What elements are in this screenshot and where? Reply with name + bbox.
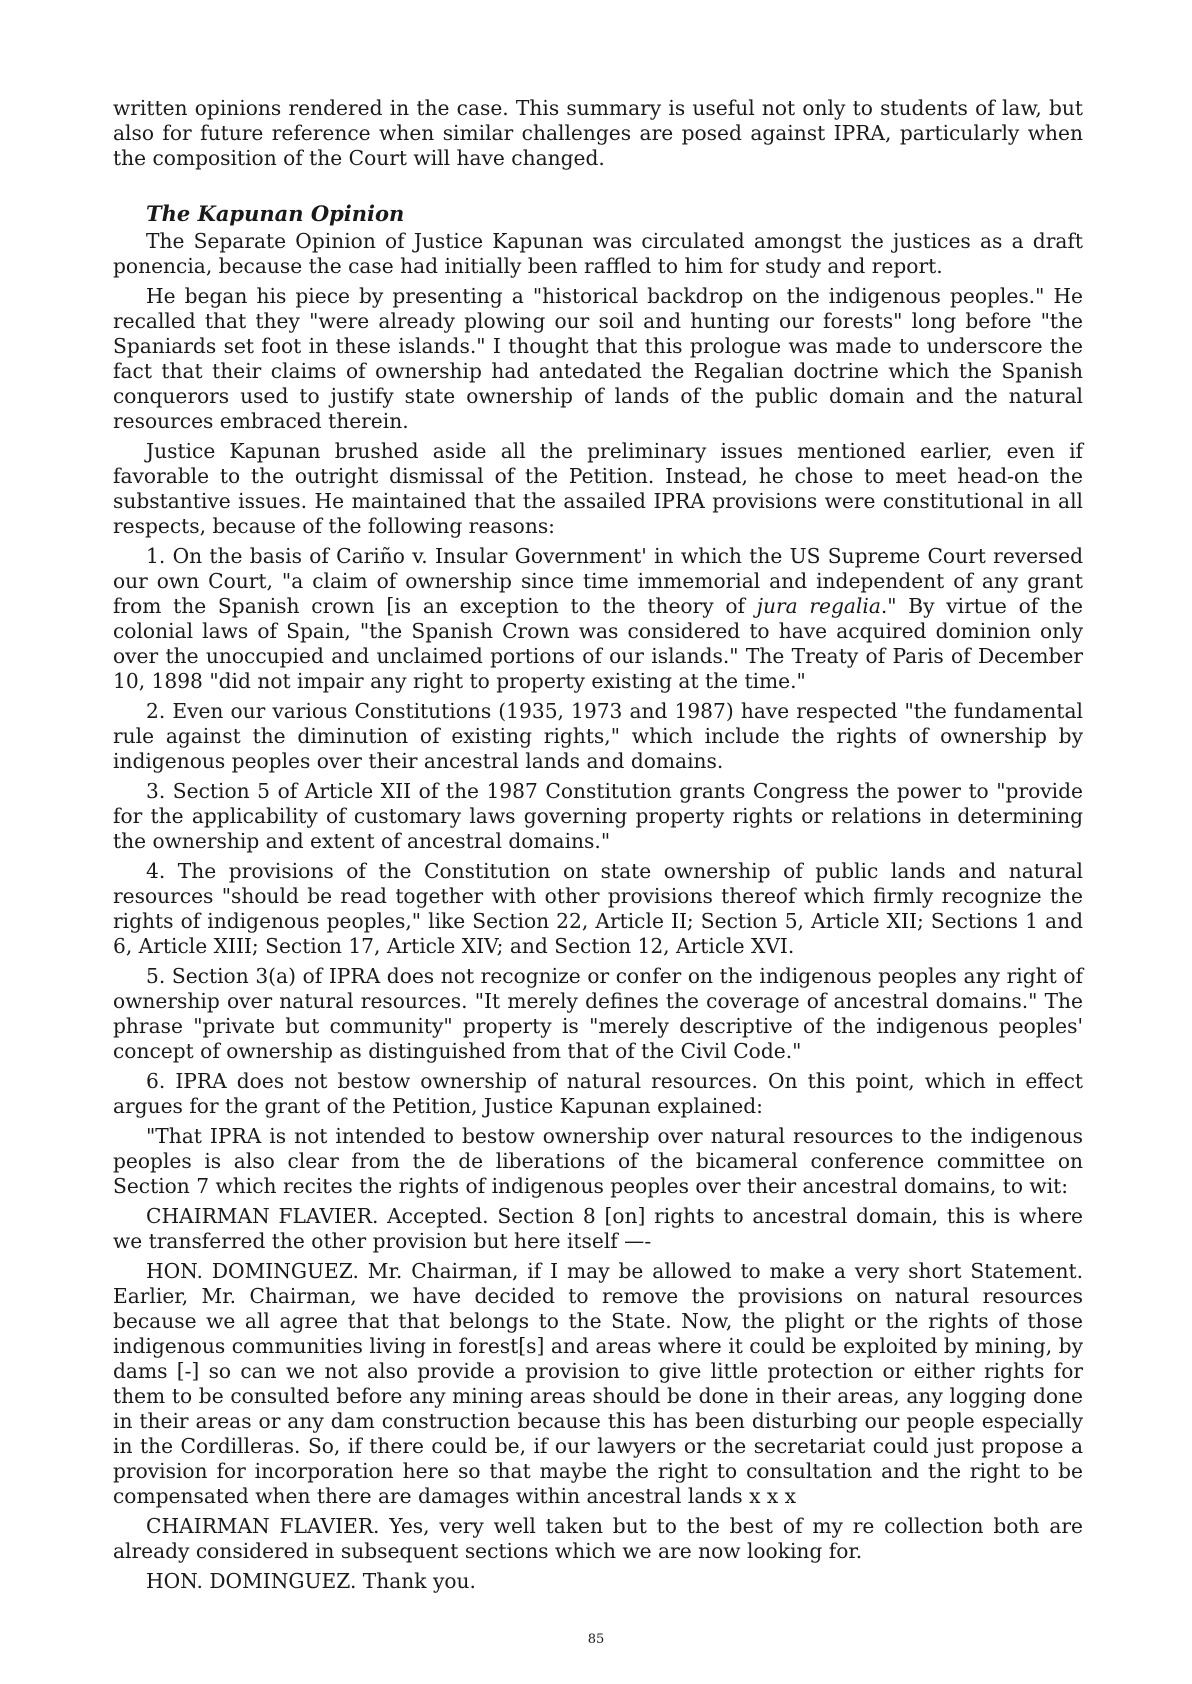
quote-paragraph-2: CHAIRMAN FLAVIER. Accepted. Section 8 [on] rights to ancestral domain, this is where we transferred the other provision but here itself —-	[113, 1204, 1083, 1253]
list-item-4: 4. The provisions of the Constitution on state ownership of public lands and natural resources "should be read together with other provisions thereof which firmly recognize the rights of indigenous peoples," like Section 22, Article II; Section 5, Article XII; Sections 1 and 6, Article XIII; Section 17, Article XIV; and Section 12, Article XVI.	[113, 859, 1083, 958]
section-heading: The Kapunan Opinion	[146, 201, 405, 226]
document-page	[113, 96, 1083, 1599]
quote-paragraph-1: "That IPRA is not intended to bestow ownership over natural resources to the indigenous peoples is also clear from the de liberations of the bicameral conference committee on Section 7 which recites the rights of indigenous peoples over their ancestral domains, to wit:	[113, 1124, 1083, 1198]
section-gap	[113, 176, 1083, 201]
list-item-1-italic: jura regalia	[756, 594, 881, 618]
page-number: 85	[587, 1632, 605, 1647]
body-paragraph-1: The Separate Opinion of Justice Kapunan was circulated amongst the justices as a draft ponencia, because the case had initially been raffled to him for study and report.	[113, 229, 1083, 278]
list-item-1-text-b: ." By virtue of the colonial laws of Spain, "the Spanish Crown was considered to have acquired dominion only over the unoccupied and unclaimed portions of our islands." The Treaty of Paris of December 10, 1898 "did not impair any right to property existing at the time."	[113, 594, 1083, 693]
body-paragraph-2: He began his piece by presenting a "historical backdrop on the indigenous peoples." He recalled that they "were already plowing our soil and hunting our forests" long before "the Spaniards set foot in these islands." I thought that this prologue was made to underscore the fact that their claims of ownership had antedated the Regalian doctrine which the Spanish conquerors used to justify state ownership of lands of the public domain and the natural resources embraced therein.	[113, 284, 1083, 433]
list-item-1	[113, 544, 1083, 694]
intro-paragraph: written opinions rendered in the case. This summary is useful not only to students of law, but also for future reference when similar challenges are posed against IPRA, particularly when the composition of the Court will have changed.	[113, 96, 1083, 170]
quote-paragraph-5: HON. DOMINGUEZ. Thank you.	[146, 1569, 476, 1593]
list-item-6: 6. IPRA does not bestow ownership of natural resources. On this point, which in effect argues for the grant of the Petition, Justice Kapunan explained:	[113, 1069, 1083, 1118]
quote-paragraph-3: HON. DOMINGUEZ. Mr. Chairman, if I may be allowed to make a very short Statement. Earlier, Mr. Chairman, we have decided to remove the provisions on natural resources because we all agree that that belongs to the State. Now, the plight or the rights of those indigenous communities living in forest[s] and areas where it could be exploited by mining, by dams [-] so can we not also provide a provision to give little protection or either rights for them to be consulted before any mining areas should be done in their areas, any logging done in their areas or any dam construction because this has been disturbing our people especially in the Cordilleras. So, if there could be, if our lawyers or the secretariat could just propose a provision for incorporation here so that maybe the right to consultation and the right to be compensated when there are damages within ancestral lands x x x	[113, 1259, 1083, 1508]
list-item-3: 3. Section 5 of Article XII of the 1987 Constitution grants Congress the power to "provide for the applicability of customary laws governing property rights or relations in determining the ownership and extent of ancestral domains."	[113, 779, 1083, 853]
list-item-2: 2. Even our various Constitutions (1935, 1973 and 1987) have respected "the fundamental rule against the diminution of existing rights," which include the rights of ownership by indigenous peoples over their ancestral lands and domains.	[113, 699, 1083, 773]
list-item-5: 5. Section 3(a) of IPRA does not recognize or confer on the indigenous peoples any right of ownership over natural resources. "It merely defines the coverage of ancestral domains." The phrase "private but community" property is "merely descriptive of the indigenous peoples' concept of ownership as distinguished from that of the Civil Code."	[113, 964, 1083, 1063]
quote-paragraph-4: CHAIRMAN FLAVIER. Yes, very well taken but to the best of my re collection both are already considered in subsequent sections which we are now looking for.	[113, 1514, 1083, 1563]
list-item-1-text-a: 1. On the basis of Cariño v. Insular Government' in which the US Supreme Court reversed our own Court, "a claim of ownership since time immemorial and independent of any grant from the Spanish crown [is an exception to the theory of	[113, 544, 1083, 618]
body-paragraph-3: Justice Kapunan brushed aside all the preliminary issues mentioned earlier, even if favorable to the outright dismissal of the Petition. Instead, he chose to meet head-on the substantive issues. He maintained that the assailed IPRA provisions were constitutional in all respects, because of the following reasons:	[113, 439, 1083, 538]
